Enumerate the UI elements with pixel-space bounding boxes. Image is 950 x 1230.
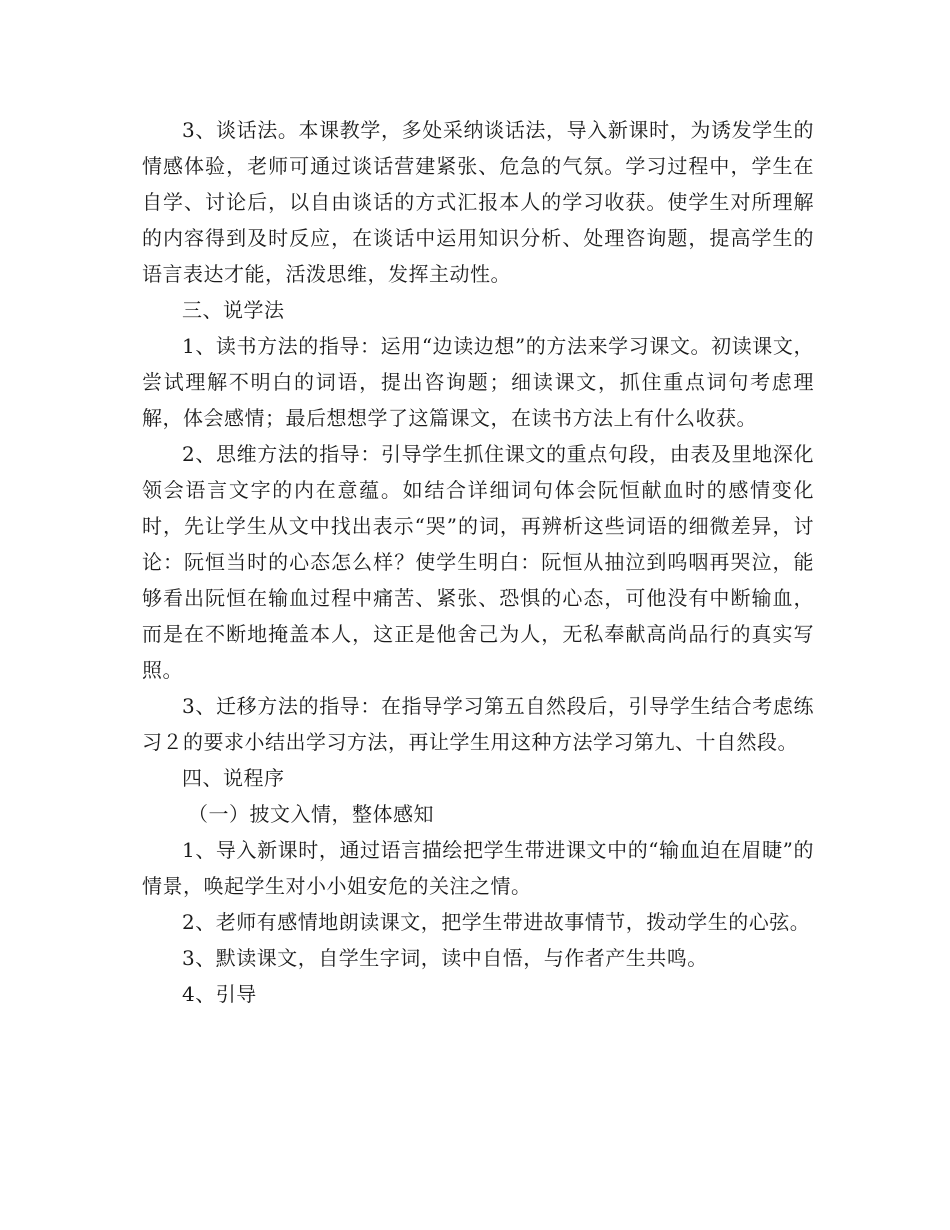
paragraph-reading-method: 1、读书方法的指导：运用“边读边想”的方法来学习课文。初读课文，尝试理解不明白的词语，提出咨询题；细读课文，抓住重点词句考虑理解，体会感情；最后想想学了这篇课文，在读书方法上有什么收获。 (142, 334, 814, 430)
section-heading-procedure: 四、说程序 (182, 766, 285, 790)
paragraph-guide: 4、引导 (182, 982, 257, 1006)
paragraph-silent-reading: 3、默读课文，自学生字词，读中自悟，与作者产生共鸣。 (182, 946, 708, 970)
paragraph-transfer-method: 3、迁移方法的指导：在指导学习第五自然段后，引导学生结合考虑练习２的要求小结出学习方法，再让学生用这种方法学习第九、十自然段。 (142, 694, 814, 754)
paragraph-intro-lesson: 1、导入新课时，通过语言描绘把学生带进课文中的“输血迫在眉睫”的情景，唤起学生对小小姐安危的关注之情。 (142, 838, 814, 898)
section-heading-learning-methods: 三、说学法 (182, 298, 285, 322)
paragraph-talk-method: 3、谈话法。本课教学，多处采纳谈话法，导入新课时，为诱发学生的情感体验，老师可通过谈话营建紧张、危急的气氛。学习过程中，学生在自学、讨论后，以自由谈话的方式汇报本人的学习收获。使学生对所理解的内容得到及时反应，在谈话中运用知识分析、处理咨询题，提高学生的语言表达才能，活泼思维，发挥主动性。 (142, 118, 814, 286)
document-page (142, 112, 814, 1012)
paragraph-teacher-reading: 2、老师有感情地朗读课文，把学生带进故事情节，拨动学生的心弦。 (182, 910, 811, 934)
subsection-heading-enter-text: （一）披文入情，整体感知 (188, 802, 434, 826)
paragraph-thinking-method: 2、思维方法的指导：引导学生抓住课文的重点句段，由表及里地深化领会语言文字的内在意蕴。如结合详细词句体会阮恒献血时的感情变化时，先让学生从文中找出表示“哭”的词，再辨析这些词语的细微差异，讨论：阮恒当时的心态怎么样？使学生明白：阮恒从抽泣到呜咽再哭泣，能够看出阮恒在输血过程中痛苦、紧张、恐惧的心态，可他没有中断输血，而是在不断地掩盖本人，这正是他舍己为人，无私奉献高尚品行的真实写照。 (142, 442, 814, 682)
